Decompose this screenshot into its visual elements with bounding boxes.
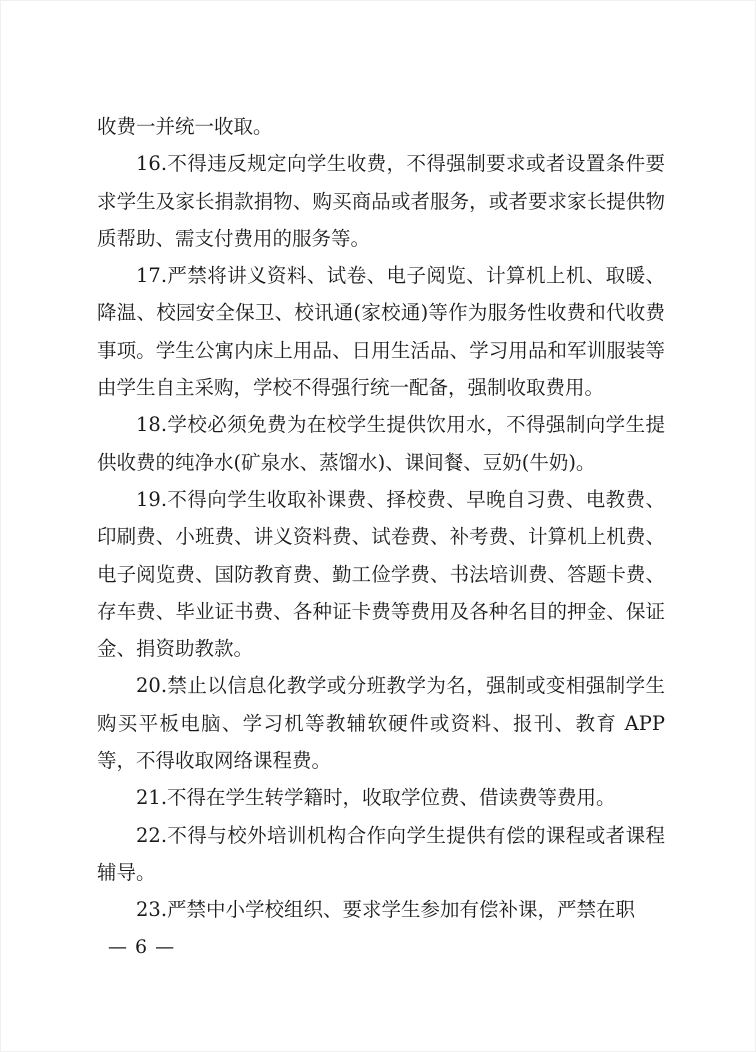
paragraph-item-23: 23.严禁中小学校组织、要求学生参加有偿补课，严禁在职 [136,898,636,922]
paragraph-item-20: 20.禁止以信息化教学或分班教学为名，强制或变相强制学生购买平板电脑、学习机等教辅软硬件或资料、报刊、教育 APP等，不得收取网络课程费。 [97,674,665,773]
paragraph-item-17: 17.严禁将讲义资料、试卷、电子阅览、计算机上机、取暖、降温、校园安全保卫、校讯通(家校通)等作为服务性收费和代收费事项。学生公寓内床上用品、日用生活品、学习用品和军训服装等由学生自主采购，学校不得强行统一配备，强制收取费用。 [97,264,665,400]
paragraph-item-18: 18.学校必须免费为在校学生提供饮用水，不得强制向学生提供收费的纯净水(矿泉水、蒸馏水)、课间餐、豆奶(牛奶)。 [97,413,665,474]
document-body [97,108,665,929]
paragraph-continuation: 收费一并统一收取。 [97,115,273,138]
paragraph-item-16: 16.不得违反规定向学生收费，不得强制要求或者设置条件要求学生及家长捐款捐物、购买商品或者服务，或者要求家长提供物质帮助、需支付费用的服务等。 [97,152,665,250]
paragraph-item-21: 21.不得在学生转学籍时，收取学位费、借读费等费用。 [136,786,616,810]
paragraph-item-22: 22.不得与校外培训机构合作向学生提供有偿的课程或者课程辅导。 [97,823,665,884]
paragraph-item-19: 19.不得向学生收取补课费、择校费、早晚自习费、电教费、印刷费、小班费、讲义资料费、试卷费、补考费、计算机上机费、电子阅览费、国防教育费、勤工俭学费、书法培训费、答题卡费、存车费、毕业证书费、各种证卡费等费用及各种名目的押金、保证金、捐资助教款。 [97,487,665,661]
page-number: — 6 — [108,936,176,958]
